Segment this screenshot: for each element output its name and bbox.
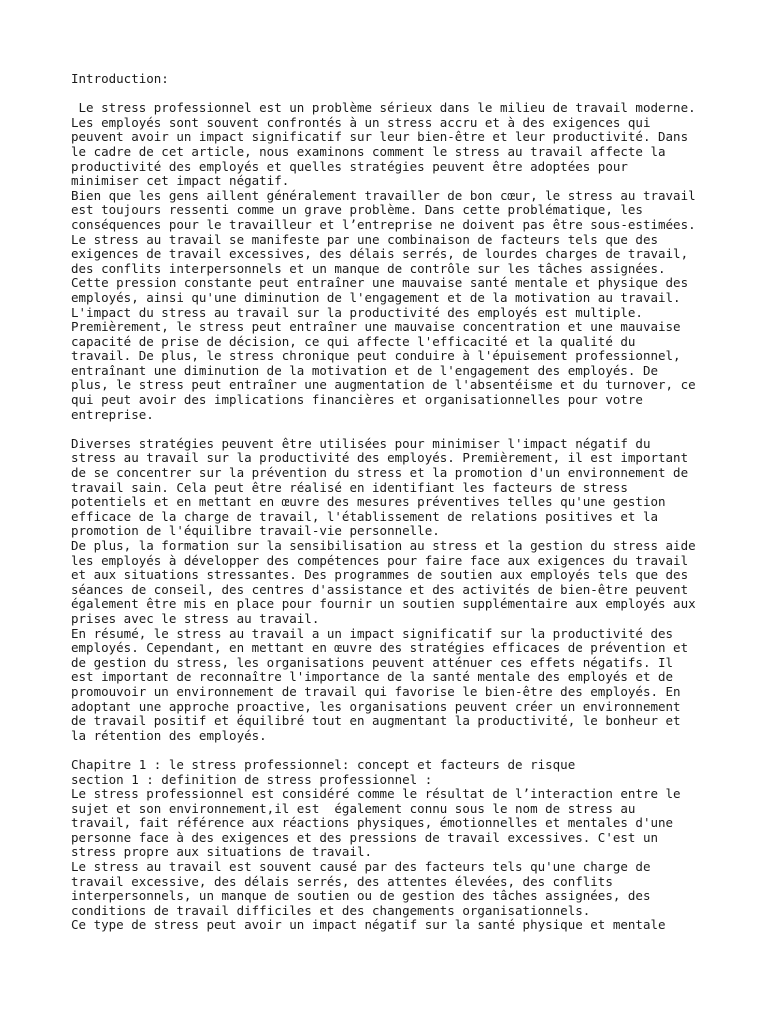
text-line: stress propre aux situations de travail.	[71, 844, 373, 860]
text-line: exigences de travail excessives, des délais serrés, de lourdes charges de travail,	[71, 246, 689, 262]
text-line: sujet et son environnement,il est également connu sous le nom de stress au	[71, 800, 636, 816]
text-line: productivité des employés et quelles stratégies peuvent être adoptées pour	[71, 158, 628, 174]
section-heading: Introduction:	[71, 71, 169, 86]
text-line: des conflits interpersonnels et un manque de contrôle sur les tâches assignées.	[71, 260, 666, 276]
text-line: Ce type de stress peut avoir un impact négatif sur la santé physique et mentale	[71, 917, 666, 933]
text-line: travail, fait référence aux réactions physiques, émotionnelles et mentales d'une	[71, 815, 674, 831]
text-line: capacité de prise de décision, ce qui affecte l'efficacité et la qualité du	[71, 333, 636, 349]
text-line: En résumé, le stress au travail a un impact significatif sur la productivité des	[71, 625, 674, 641]
text-line: Chapitre 1 : le stress professionnel: concept et facteurs de risque	[71, 756, 576, 772]
text-line: le cadre de cet article, nous examinons comment le stress au travail affecte la	[71, 143, 666, 159]
text-line: minimiser cet impact négatif.	[71, 173, 290, 189]
text-line: L'impact du stress au travail sur la productivité des employés est multiple.	[71, 304, 643, 320]
text-line: est toujours ressenti comme un grave problème. Dans cette problématique, les	[71, 202, 643, 218]
text-block	[71, 101, 728, 422]
text-line: Le stress au travail se manifeste par une combinaison de facteurs tels que des	[71, 231, 658, 247]
text-line: de gestion du stress, les organisations peuvent atténuer ces effets négatifs. Il	[71, 654, 674, 670]
text-line: les employés à développer des compétences pour faire face aux exigences du travail	[71, 552, 689, 568]
text-line: Premièrement, le stress peut entraîner une mauvaise concentration et une mauvaise	[71, 319, 681, 335]
text-block	[71, 758, 728, 933]
text-block	[71, 437, 728, 743]
text-line: travail. De plus, le stress chronique peut conduire à l'épuisement professionnel,	[71, 348, 681, 364]
text-line: plus, le stress peut entraîner une augmentation de l'absentéisme et du turnover, ce	[71, 377, 696, 393]
text-line: de travail positif et équilibré tout en augmentant la productivité, le bonheur et	[71, 713, 681, 729]
text-line: prises avec le stress au travail.	[71, 610, 320, 626]
text-line: promouvoir un environnement de travail qui favorise le bien-être des employés. En	[71, 683, 681, 699]
text-line: est important de reconnaître l'importance de la santé mentale des employés et de	[71, 669, 674, 685]
text-line: Bien que les gens aillent généralement travailler de bon cœur, le stress au travail	[71, 187, 696, 203]
text-line: Le stress au travail est souvent causé par des facteurs tels qu'une charge de	[71, 859, 651, 875]
text-line: également être mis en place pour fournir un soutien supplémentaire aux employés aux	[71, 596, 696, 612]
text-line: interpersonnels, un manque de soutien ou de gestion des tâches assignées, des	[71, 888, 651, 904]
text-line: peuvent avoir un impact significatif sur leur bien-être et leur productivité. Dans	[71, 129, 689, 145]
text-line: promotion de l'équilibre travail-vie personnelle.	[71, 523, 440, 539]
text-line: Les employés sont souvent confrontés à un stress accru et à des exigences qui	[71, 114, 651, 130]
text-line: stress au travail sur la productivité des employés. Premièrement, il est important	[71, 450, 689, 466]
paragraph-gap	[71, 87, 728, 102]
text-line: employés. Cependant, en mettant en œuvre des stratégies efficaces de prévention et	[71, 640, 689, 656]
text-line: travail excessive, des délais serrés, des attentes élevées, des conflits	[71, 873, 613, 889]
text-line: potentiels et en mettant en œuvre des mesures préventives telles qu'une gestion	[71, 494, 666, 510]
text-line: De plus, la formation sur la sensibilisation au stress et la gestion du stress aide	[71, 538, 696, 553]
text-line: de se concentrer sur la prévention du stress et la promotion d'un environnement de	[71, 465, 689, 481]
text-line: qui peut avoir des implications financières et organisationnelles pour votre	[71, 392, 643, 408]
text-line: Le stress professionnel est considéré comme le résultat de l’interaction entre le	[71, 786, 681, 802]
text-line: adoptant une approche proactive, les organisations peuvent créer un environnement	[71, 698, 681, 714]
text-line: efficace de la charge de travail, l'établissement de relations positives et la	[71, 508, 658, 524]
text-line: Diverses stratégies peuvent être utilisées pour minimiser l'impact négatif du	[71, 435, 651, 451]
text-line: section 1 : definition de stress professionnel :	[71, 771, 433, 787]
text-line: conditions de travail difficiles et des changements organisationnels.	[71, 902, 591, 918]
text-line: employés, ainsi qu'une diminution de l'engagement et de la motivation au travail.	[71, 289, 681, 305]
text-line: entraînant une diminution de la motivation et de l'engagement des employés. De	[71, 362, 658, 378]
text-line: conséquences pour le travailleur et l’entreprise ne doivent pas être sous-estimées.	[71, 216, 696, 232]
text-line: travail sain. Cela peut être réalisé en identifiant les facteurs de stress	[71, 479, 628, 495]
document-body	[71, 101, 728, 933]
text-line: personne face à des exigences et des pressions de travail excessives. C'est un	[71, 829, 658, 845]
text-line: la rétention des employés.	[71, 727, 267, 743]
text-line: Cette pression constante peut entraîner une mauvaise santé mentale et physique des	[71, 275, 689, 291]
text-line: et aux situations stressantes. Des programmes de soutien aux employés tels que des	[71, 567, 689, 583]
paragraph-gap	[71, 422, 728, 437]
text-line: Le stress professionnel est un problème sérieux dans le milieu de travail moderne.	[71, 100, 696, 116]
paragraph-gap	[71, 743, 728, 758]
text-line: séances de conseil, des centres d'assistance et des activités de bien-être peuvent	[71, 581, 689, 597]
text-line: entreprise.	[71, 406, 154, 422]
